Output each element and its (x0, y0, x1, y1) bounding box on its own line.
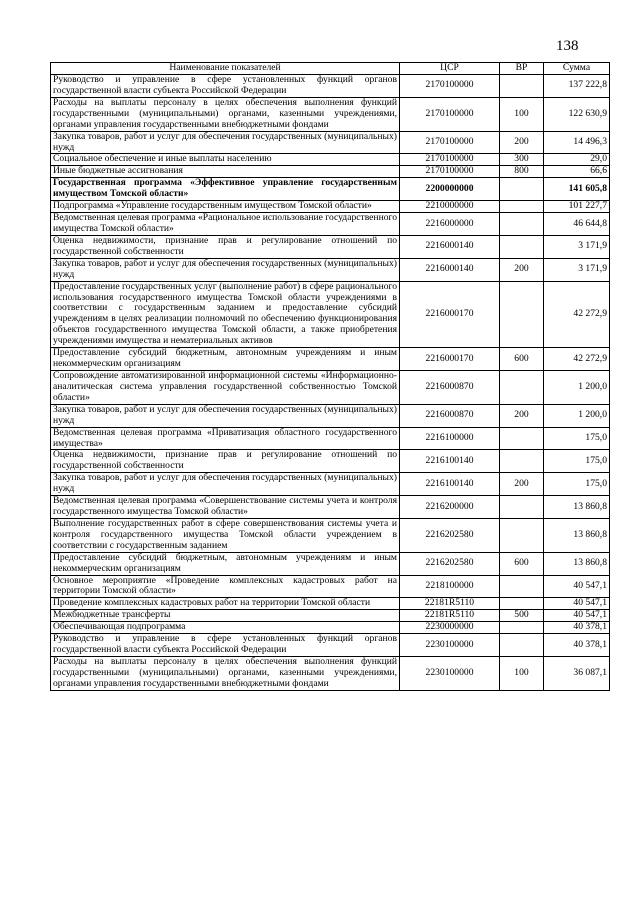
row-sum: 175,0 (544, 427, 610, 450)
row-vr: 200 (500, 131, 544, 154)
row-csr: 2216000140 (400, 235, 500, 258)
row-vr (500, 450, 544, 473)
table-row (51, 657, 610, 691)
row-name: Предоставление субсидий бюджетным, автономным учреждениям и иным некоммерческим организациям (51, 552, 400, 575)
row-name: Руководство и управление в сфере установленных функций органов государственной власти субъекта Российской Федерации (51, 634, 400, 657)
table-row (51, 404, 610, 427)
row-vr (500, 634, 544, 657)
row-vr: 600 (500, 552, 544, 575)
row-sum: 40 378,1 (544, 634, 610, 657)
row-csr: 2216000140 (400, 258, 500, 281)
table-row (51, 370, 610, 404)
row-sum: 175,0 (544, 473, 610, 496)
table-row (51, 75, 610, 98)
row-name: Руководство и управление в сфере установленных функций органов государственной власти субъекта Российской Федерации (51, 75, 400, 98)
row-sum: 137 222,8 (544, 75, 610, 98)
row-sum: 66,6 (544, 166, 610, 178)
row-vr (500, 496, 544, 519)
row-vr: 300 (500, 154, 544, 166)
row-csr: 2230000000 (400, 622, 500, 634)
row-csr: 2216000870 (400, 404, 500, 427)
row-csr: 2170100000 (400, 131, 500, 154)
table-row (51, 473, 610, 496)
table-row (51, 610, 610, 622)
row-name: Проведение комплексных кадастровых работ на территории Томской области (51, 598, 400, 610)
header-name: Наименование показателей (51, 63, 400, 75)
row-name: Оценка недвижимости, признание прав и регулирование отношений по государственной собственности (51, 450, 400, 473)
row-name: Социальное обеспечение и иные выплаты населению (51, 154, 400, 166)
row-name: Ведомственная целевая программа «Совершенствование системы учета и контроля государственного имущества Томской области» (51, 496, 400, 519)
row-sum: 42 272,9 (544, 281, 610, 348)
row-name: Оценка недвижимости, признание прав и регулирование отношений по государственной собственности (51, 235, 400, 258)
row-vr (500, 575, 544, 598)
row-vr: 600 (500, 348, 544, 371)
row-vr (500, 201, 544, 213)
row-vr (500, 281, 544, 348)
row-sum: 3 171,9 (544, 258, 610, 281)
row-csr: 2170100000 (400, 154, 500, 166)
row-csr: 2216000170 (400, 281, 500, 348)
row-csr: 2216100000 (400, 427, 500, 450)
row-name: Ведомственная целевая программа «Рациональное использование государственного имущества Томской области» (51, 213, 400, 236)
table-row (51, 518, 610, 552)
table-row (51, 552, 610, 575)
table-row (51, 213, 610, 236)
row-name: Расходы на выплаты персоналу в целях обеспечения выполнения функций государственными (муниципальными) органами, казенными учреждениями, органами управления государственными внебюджетными фондами (51, 657, 400, 691)
row-sum: 1 200,0 (544, 370, 610, 404)
row-vr (500, 427, 544, 450)
row-vr: 500 (500, 610, 544, 622)
row-sum: 40 547,1 (544, 575, 610, 598)
row-csr: 22181R5110 (400, 598, 500, 610)
row-sum: 14 496,3 (544, 131, 610, 154)
row-name: Предоставление государственных услуг (выполнение работ) в сфере рационального использования государственного имущества Томской области учреждениями в соответствии с государственным заданием и предоставление субсидий учреждениям в целях реализации полномочий по обеспечению функционирования объектов государственного имущества Томской области, а также приобретения учреждениями имущества и нематериальных активов (51, 281, 400, 348)
table-row (51, 235, 610, 258)
table-row (51, 575, 610, 598)
row-sum: 3 171,9 (544, 235, 610, 258)
row-csr: 2170100000 (400, 75, 500, 98)
row-name: Закупка товаров, работ и услуг для обеспечения государственных (муниципальных) нужд (51, 404, 400, 427)
table-row (51, 427, 610, 450)
row-csr: 2218100000 (400, 575, 500, 598)
row-csr: 2216000870 (400, 370, 500, 404)
row-vr: 100 (500, 657, 544, 691)
table-row (51, 258, 610, 281)
row-vr (500, 598, 544, 610)
row-csr: 2216100140 (400, 450, 500, 473)
row-sum: 13 860,8 (544, 518, 610, 552)
row-name: Закупка товаров, работ и услуг для обеспечения государственных (муниципальных) нужд (51, 473, 400, 496)
table-row (51, 166, 610, 178)
row-name: Предоставление субсидий бюджетным, автономным учреждениям и иным некоммерческим организациям (51, 348, 400, 371)
row-sum: 40 547,1 (544, 598, 610, 610)
table-body (51, 75, 610, 691)
row-vr (500, 370, 544, 404)
row-sum: 13 860,8 (544, 496, 610, 519)
row-vr (500, 178, 544, 201)
row-name: Обеспечивающая подпрограмма (51, 622, 400, 634)
row-sum: 29,0 (544, 154, 610, 166)
table-row (51, 154, 610, 166)
row-vr: 800 (500, 166, 544, 178)
table-row (51, 634, 610, 657)
row-csr: 2230100000 (400, 657, 500, 691)
table-row (51, 622, 610, 634)
row-name: Сопровождение автоматизированной информационной системы «Информационно-аналитическая система управления государственной собственностью Томской области» (51, 370, 400, 404)
row-csr: 2170100000 (400, 97, 500, 131)
row-csr: 2216100140 (400, 473, 500, 496)
table-row (51, 201, 610, 213)
row-sum: 101 227,7 (544, 201, 610, 213)
row-csr: 2230100000 (400, 634, 500, 657)
row-sum: 175,0 (544, 450, 610, 473)
row-name: Закупка товаров, работ и услуг для обеспечения государственных (муниципальных) нужд (51, 258, 400, 281)
table-row (51, 598, 610, 610)
row-sum: 1 200,0 (544, 404, 610, 427)
row-vr (500, 518, 544, 552)
header-vr: ВР (500, 63, 544, 75)
row-name: Ведомственная целевая программа «Приватизация областного государственного имущества» (51, 427, 400, 450)
row-csr: 2216202580 (400, 518, 500, 552)
table-row (51, 281, 610, 348)
table-row (51, 97, 610, 131)
row-sum: 40 547,1 (544, 610, 610, 622)
row-sum: 141 605,8 (544, 178, 610, 201)
row-sum: 42 272,9 (544, 348, 610, 371)
table-row (51, 348, 610, 371)
table-header-row (51, 63, 610, 75)
row-csr: 2170100000 (400, 166, 500, 178)
row-csr: 2216000000 (400, 213, 500, 236)
row-sum: 46 644,8 (544, 213, 610, 236)
header-sum: Сумма (544, 63, 610, 75)
row-name: Государственная программа «Эффективное управление государственным имуществом Томской области» (51, 178, 400, 201)
row-name: Межбюджетные трансферты (51, 610, 400, 622)
table-row (51, 496, 610, 519)
row-sum: 40 378,1 (544, 622, 610, 634)
row-vr: 200 (500, 473, 544, 496)
header-csr: ЦСР (400, 63, 500, 75)
row-vr (500, 235, 544, 258)
row-sum: 13 860,8 (544, 552, 610, 575)
row-sum: 36 087,1 (544, 657, 610, 691)
row-csr: 22181R5110 (400, 610, 500, 622)
row-csr: 2210000000 (400, 201, 500, 213)
row-name: Выполнение государственных работ в сфере совершенствования системы учета и контроля государственного имущества Томской области учреждением в соответствии с государственным заданием (51, 518, 400, 552)
row-vr (500, 213, 544, 236)
table-row (51, 131, 610, 154)
row-csr: 2200000000 (400, 178, 500, 201)
row-name: Иные бюджетные ассигнования (51, 166, 400, 178)
row-vr (500, 622, 544, 634)
row-csr: 2216202580 (400, 552, 500, 575)
row-vr: 200 (500, 258, 544, 281)
page-number: 138 (556, 38, 579, 54)
row-name: Закупка товаров, работ и услуг для обеспечения государственных (муниципальных) нужд (51, 131, 400, 154)
row-name: Расходы на выплаты персоналу в целях обеспечения выполнения функций государственными (муниципальными) органами, казенными учреждениями, органами управления государственными внебюджетными фондами (51, 97, 400, 131)
row-name: Основное мероприятие «Проведение комплексных кадастровых работ на территории Томской области» (51, 575, 400, 598)
row-name: Подпрограмма «Управление государственным имуществом Томской области» (51, 201, 400, 213)
budget-table (50, 62, 610, 691)
row-csr: 2216200000 (400, 496, 500, 519)
table-row (51, 450, 610, 473)
row-vr: 200 (500, 404, 544, 427)
row-vr: 100 (500, 97, 544, 131)
table-row (51, 178, 610, 201)
row-csr: 2216000170 (400, 348, 500, 371)
row-vr (500, 75, 544, 98)
row-sum: 122 630,9 (544, 97, 610, 131)
